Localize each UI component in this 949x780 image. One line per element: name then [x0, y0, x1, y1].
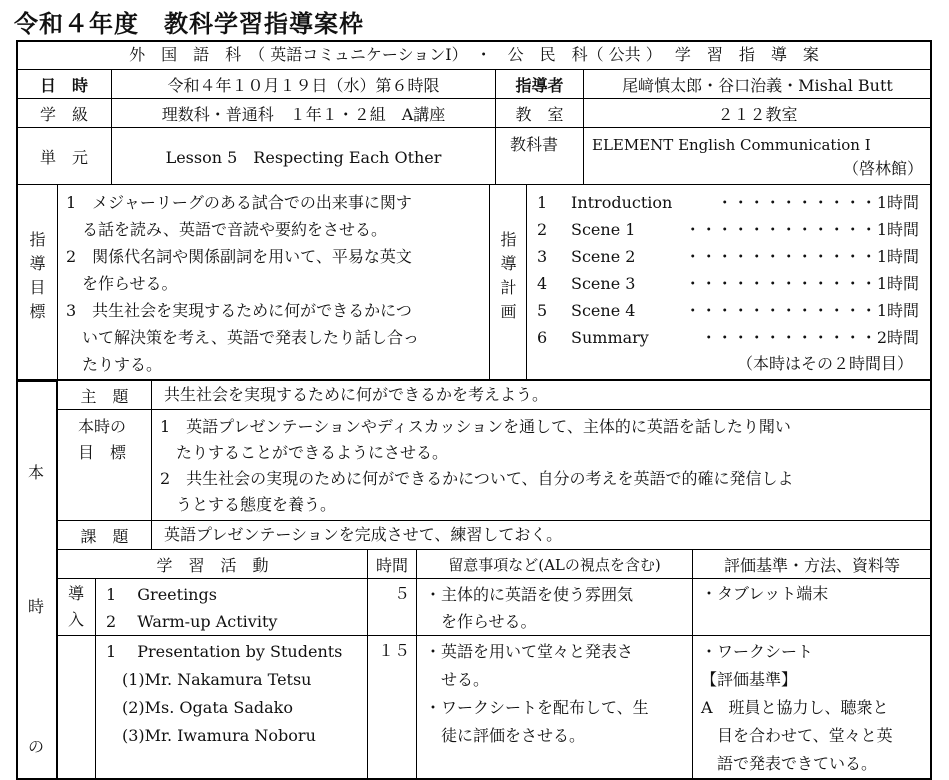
- plan-banner: [16, 40, 932, 70]
- plan-list: [537, 189, 919, 351]
- room-label: 教 室: [515, 104, 564, 124]
- unit-value-cell: [111, 127, 496, 185]
- plan-item-leader: ・・・・・・・・・・・・: [684, 220, 877, 239]
- plan-item-hours: 1時間: [876, 301, 919, 320]
- header-evaluation: 評価基準・方法、資料等: [723, 555, 900, 575]
- textbook-value: ELEMENT English Communication I: [592, 136, 871, 154]
- header-notes-cell: [416, 549, 693, 579]
- plan-item-hours: 2時間: [876, 328, 919, 347]
- main-note-line: 徒に評価をさせる。: [425, 726, 586, 745]
- main-evaluation-line: 【評価基準】: [701, 670, 798, 689]
- instructor-label-cell: [495, 69, 584, 99]
- main-activity-cell: [95, 635, 368, 780]
- instructor-label: 指導者: [515, 75, 564, 95]
- plan-note: （本時はその２時間目）: [736, 354, 913, 373]
- intro-evaluation-cell: [692, 578, 932, 636]
- header-notes: 留意事項など(ALの視点を含む): [448, 555, 661, 574]
- main-notes-list: [425, 638, 649, 750]
- main-note-line: ・ワークシートを配布して、生: [425, 698, 649, 717]
- task-label-cell: [57, 520, 152, 550]
- textbook-label-cell: [495, 127, 584, 185]
- intro-notes-list: [425, 581, 633, 635]
- main-time-cell: [367, 635, 417, 780]
- instructor-value: 尾﨑慎太郎・谷口治義・Mishal Butt: [622, 75, 893, 95]
- main-activity-item: (2)Ms. Ogata Sadako: [106, 698, 293, 717]
- intro-note-line: を作らせる。: [425, 612, 537, 631]
- plan-item-number: 5: [537, 301, 548, 320]
- objective-line: うとする態度を養う。: [160, 495, 337, 514]
- plan-item: [537, 216, 919, 243]
- main-note-line: ・英語を用いて堂々と発表さ: [425, 642, 634, 661]
- plan-item: [537, 243, 919, 270]
- plan-item-hours: 1時間: [876, 220, 919, 239]
- main-activity-item: (1)Mr. Nakamura Tetsu: [106, 670, 312, 689]
- goal-line: たりする。: [66, 355, 163, 374]
- theme-value: 共生社会を実現するために何ができるかを考えよう。: [164, 385, 549, 404]
- plan-item-hours: 1時間: [876, 247, 919, 266]
- plan-item: [537, 270, 919, 297]
- intro-note-line: ・主体的に英語を使う雰囲気: [425, 585, 634, 604]
- main-activity-item: 1 Presentation by Students: [106, 642, 343, 661]
- textbook-publisher: （啓林館）: [842, 159, 923, 178]
- unit-value: Lesson 5 Respecting Each Other: [165, 147, 442, 167]
- objective-label-line-1: 本時の: [78, 417, 127, 436]
- plan-item-name: Scene 1: [571, 220, 636, 239]
- theme-label-cell: [57, 380, 152, 410]
- objective-line: 2 共生社会の実現のために何ができるかについて、自分の考えを英語で的確に発信しよ: [160, 469, 794, 488]
- lesson-side-char-2: 時: [28, 597, 45, 616]
- intro-stage-char-2: 入: [68, 610, 85, 629]
- plan-item-number: 2: [537, 220, 548, 239]
- goals-content-cell: [57, 184, 490, 380]
- plan-item-leader: ・・・・・・・・・・・・: [684, 247, 877, 266]
- intro-stage-char-1: 導: [68, 584, 85, 603]
- header-time-cell: [367, 549, 417, 579]
- main-note-line: せる。: [425, 670, 490, 689]
- main-time: １５: [377, 641, 410, 660]
- theme-label: 主 題: [80, 386, 129, 406]
- header-activity-cell: [57, 549, 368, 579]
- plan-item-number: 4: [537, 274, 548, 293]
- goal-line: を作らせる。: [66, 274, 178, 293]
- goals-label: 指導目標: [27, 231, 46, 327]
- plan-item: [537, 297, 919, 324]
- main-evaluation-line: A 班員と協力し、聴衆と: [701, 698, 889, 717]
- plan-label-cell: [489, 184, 527, 380]
- main-stage-cell: [57, 635, 96, 780]
- date-value-cell: [111, 69, 496, 99]
- document-title: 令和４年度 教科学習指導案枠: [14, 10, 364, 38]
- goal-line: いて解決策を考え、英語で発表したり話し合っ: [66, 328, 419, 347]
- plan-item-name: Scene 2: [571, 247, 636, 266]
- class-label-cell: [16, 98, 112, 128]
- plan-item-leader: ・・・・・・・・・・・・: [684, 274, 877, 293]
- main-evaluation-cell: [692, 635, 932, 780]
- objective-label-cell: [57, 409, 152, 521]
- date-label-cell: [16, 69, 112, 99]
- plan-item-name: Summary: [571, 328, 649, 347]
- header-evaluation-cell: [692, 549, 932, 579]
- plan-item: [537, 324, 919, 351]
- objective-content-cell: [151, 409, 932, 521]
- task-label: 課 題: [80, 526, 129, 546]
- unit-label-cell: [16, 127, 112, 185]
- objective-line: たりすることができるようにさせる。: [160, 443, 449, 462]
- main-notes-cell: [416, 635, 693, 780]
- textbook-label: 教科書: [510, 135, 559, 154]
- goals-list: [66, 189, 419, 378]
- plan-item-number: 1: [537, 193, 548, 212]
- main-evaluation-list: [701, 638, 893, 778]
- plan-item: [537, 189, 919, 216]
- goal-line: 3 共生社会を実現するために何ができるかにつ: [66, 301, 412, 320]
- objective-list: [160, 414, 794, 518]
- intro-activity-item: 1 Greetings: [106, 585, 217, 604]
- date-label: 日 時: [39, 75, 88, 95]
- main-activity-item: (3)Mr. Iwamura Noboru: [106, 726, 316, 745]
- lesson-side-char-1: 本: [28, 463, 45, 482]
- plan-item-leader: ・・・・・・・・・・・・: [684, 301, 877, 320]
- goals-label-cell: [16, 184, 58, 380]
- unit-label: 単 元: [39, 147, 88, 167]
- main-evaluation-line: 語で発表できている。: [701, 754, 878, 773]
- plan-item-name: Scene 4: [571, 301, 636, 320]
- intro-activity-cell: [95, 578, 368, 636]
- intro-evaluation: ・タブレット端末: [701, 584, 829, 603]
- textbook-value-cell: [583, 127, 932, 185]
- room-label-cell: [495, 98, 584, 128]
- header-time: 時間: [375, 555, 408, 575]
- plan-label: 指導計画: [498, 231, 517, 327]
- goal-line: 1 メジャーリーグのある試合での出来事に関す: [66, 193, 412, 212]
- plan-item-hours: 1時間: [876, 193, 919, 212]
- intro-activity-list: [106, 581, 277, 635]
- main-activity-list: [106, 638, 342, 750]
- lesson-side-char-3: の: [28, 737, 45, 756]
- room-value: ２１２教室: [717, 104, 798, 124]
- task-value-cell: [151, 520, 932, 550]
- class-value: 理数科・普通科 １年１・２組 A講座: [161, 104, 446, 124]
- intro-stage-cell: [57, 578, 96, 636]
- plan-item-hours: 1時間: [876, 274, 919, 293]
- plan-banner-text: 外 国 語 科 （ 英語コミュニケーションⅠ） ・ 公 民 科（ 公共 ） 学 習 指 導 案: [129, 45, 819, 64]
- intro-time-cell: [367, 578, 417, 636]
- goal-line: 2 関係代名詞や関係副詞を用いて、平易な英文: [66, 247, 412, 266]
- objective-label-line-2: 目 標: [78, 443, 127, 462]
- theme-value-cell: [151, 380, 932, 410]
- plan-content-cell: [526, 184, 932, 380]
- intro-notes-cell: [416, 578, 693, 636]
- intro-activity-item: 2 Warm-up Activity: [106, 612, 278, 631]
- plan-item-name: Scene 3: [571, 274, 636, 293]
- objective-line: 1 英語プレゼンテーションやディスカッションを通して、主体的に英語を話したり聞い: [160, 417, 791, 436]
- plan-item-leader: ・・・・・・・・・・・: [700, 328, 877, 347]
- task-value: 英語プレゼンテーションを完成させて、練習しておく。: [164, 525, 563, 544]
- plan-item-number: 3: [537, 247, 548, 266]
- plan-item-name: Introduction: [571, 193, 673, 212]
- header-activity: 学 習 活 動: [156, 555, 269, 575]
- main-evaluation-line: 目を合わせて、堂々と英: [701, 726, 893, 745]
- plan-item-leader: ・・・・・・・・・・: [716, 193, 877, 212]
- goal-line: る話を読み、英語で音読や要約をさせる。: [66, 220, 387, 239]
- date-value: 令和４年１０月１９日（水）第６時限: [167, 75, 440, 95]
- class-label: 学 級: [39, 104, 88, 124]
- intro-time: ５: [393, 584, 410, 603]
- plan-item-number: 6: [537, 328, 548, 347]
- instructor-value-cell: [583, 69, 932, 99]
- room-value-cell: [583, 98, 932, 128]
- main-evaluation-line: ・ワークシート: [701, 642, 814, 661]
- class-value-cell: [111, 98, 496, 128]
- lesson-side-column: [16, 380, 58, 780]
